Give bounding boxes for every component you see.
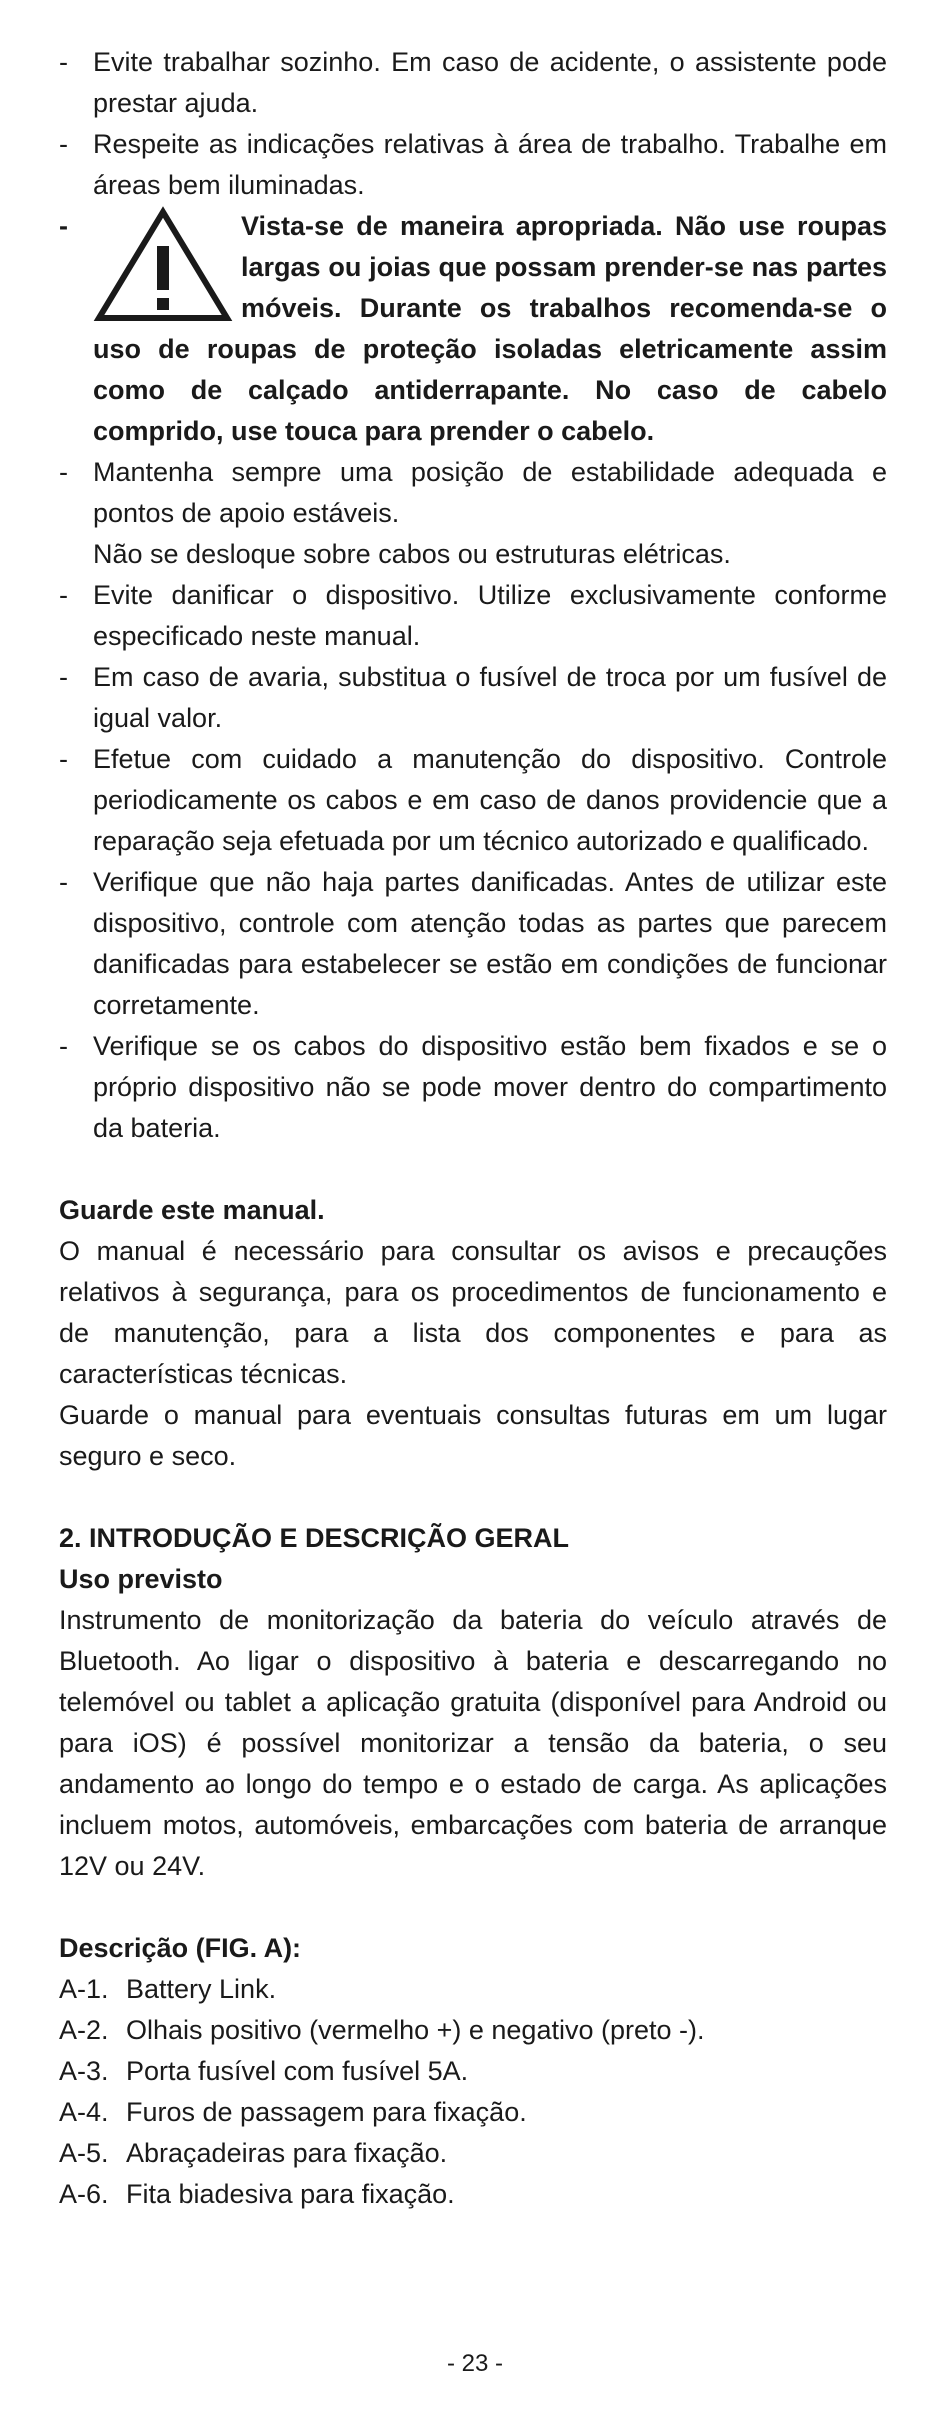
- item-text: Abraçadeiras para fixação.: [126, 2138, 448, 2168]
- bullet-dash: -: [59, 47, 68, 77]
- item-number: A-4.: [59, 2097, 109, 2127]
- description-heading: Descrição (FIG. A):: [59, 1933, 302, 1963]
- page-number: - 23 -: [446, 2350, 503, 2377]
- bullet-dash: -: [59, 867, 68, 897]
- safety-bullet: [59, 124, 887, 206]
- list-item: [59, 2051, 887, 2092]
- safety-bullet: [59, 862, 887, 1026]
- subheading: Uso previsto: [59, 1564, 223, 1594]
- intro-paragraph: Instrumento de monitorização da bateria do veículo através de Bluetooth. Ao ligar o dispositivo à bateria e descarregando no telemóvel ou tablet a aplicação gratuita (disponível para Android ou para iOS) é possível monitorizar a tensão da bateria, o seu andamento ao longo do tempo e o estado de carga. As aplicações incluem motos, automóveis, embarcações com bateria de arranque 12V ou 24V.: [59, 1605, 887, 1881]
- section-heading: 2. INTRODUÇÃO E DESCRIÇÃO GERAL: [59, 1523, 570, 1553]
- spacer: [59, 1477, 887, 1518]
- item-text: Furos de passagem para fixação.: [126, 2097, 527, 2127]
- safety-bullet: [59, 575, 887, 657]
- list-item: [59, 2010, 887, 2051]
- item-number: A-5.: [59, 2138, 109, 2168]
- bullet-dash: -: [59, 211, 68, 241]
- list-item: [59, 2133, 887, 2174]
- manual-heading: Guarde este manual.: [59, 1195, 325, 1225]
- manual-paragraph: Guarde o manual para eventuais consultas futuras em um lugar seguro e seco.: [59, 1400, 887, 1471]
- list-item: [59, 1969, 887, 2010]
- item-text: Olhais positivo (vermelho +) e negativo (preto -).: [126, 2015, 705, 2045]
- bullet-text: Respeite as indicações relativas à área de trabalho. Trabalhe em áreas bem iluminadas.: [93, 129, 887, 200]
- safety-bullet: [59, 657, 887, 739]
- item-number: A-6.: [59, 2179, 109, 2209]
- bullet-text: Verifique que não haja partes danificadas. Antes de utilizar este dispositivo, controle com atenção todas as partes que parecem danificadas para estabelecer se estão em condições de funcionar corretamente.: [93, 867, 887, 1020]
- bullet-dash: -: [59, 1031, 68, 1061]
- safety-bullet: [59, 739, 887, 862]
- safety-bullet: [59, 1026, 887, 1149]
- manual-paragraph: O manual é necessário para consultar os avisos e precauções relativos à segurança, para os procedimentos de funcionamento e de manutenção, para a lista dos componentes e para as características técnicas.: [59, 1236, 887, 1389]
- item-number: A-2.: [59, 2015, 109, 2045]
- safety-list: [59, 42, 887, 1149]
- item-text: Battery Link.: [126, 1974, 277, 2004]
- list-item: [59, 2092, 887, 2133]
- warning-text: Vista-se de maneira apropriada. Não use roupas largas ou joias que possam prender-se nas partes móveis. Durante os trabalhos recomenda-se o uso de roupas de proteção isoladas eletricamente assim como de calçado antiderrapante. No caso de cabelo comprido, use touca para prender o cabelo.: [93, 211, 887, 446]
- bullet-text: Mantenha sempre uma posição de estabilidade adequada e pontos de apoio estáveis.: [93, 457, 887, 528]
- description-list: [59, 1969, 887, 2215]
- bullet-dash: -: [59, 580, 68, 610]
- safety-bullet: [59, 42, 887, 124]
- bullet-dash: -: [59, 662, 68, 692]
- bullet-text: Evite danificar o dispositivo. Utilize exclusivamente conforme especificado neste manual.: [93, 580, 887, 651]
- page-content: [59, 42, 887, 2215]
- item-text: Fita biadesiva para fixação.: [126, 2179, 455, 2209]
- bullet-dash: -: [59, 457, 68, 487]
- bullet-text: Efetue com cuidado a manutenção do dispositivo. Controle periodicamente os cabos e em caso de danos providencie que a reparação seja efetuada por um técnico autorizado e qualificado.: [93, 744, 887, 856]
- item-number: A-3.: [59, 2056, 109, 2086]
- item-number: A-1.: [59, 1974, 109, 2004]
- bullet-text: Em caso de avaria, substitua o fusível de troca por um fusível de igual valor.: [93, 662, 887, 733]
- warning-bullet: [59, 206, 887, 452]
- spacer: [59, 1149, 887, 1190]
- bullet-dash: -: [59, 129, 68, 159]
- warning-triangle-icon: [93, 206, 233, 324]
- bullet-text: Evite trabalhar sozinho. Em caso de acidente, o assistente pode prestar ajuda.: [93, 47, 887, 118]
- bullet-text: Verifique se os cabos do dispositivo estão bem fixados e se o próprio dispositivo não se pode mover dentro do compartimento da bateria.: [93, 1031, 887, 1143]
- bullet-text: Não se desloque sobre cabos ou estruturas elétricas.: [93, 539, 731, 569]
- list-item: [59, 2174, 887, 2215]
- spacer: [59, 1887, 887, 1928]
- safety-bullet: [59, 452, 887, 575]
- bullet-dash: -: [59, 744, 68, 774]
- item-text: Porta fusível com fusível 5A.: [126, 2056, 469, 2086]
